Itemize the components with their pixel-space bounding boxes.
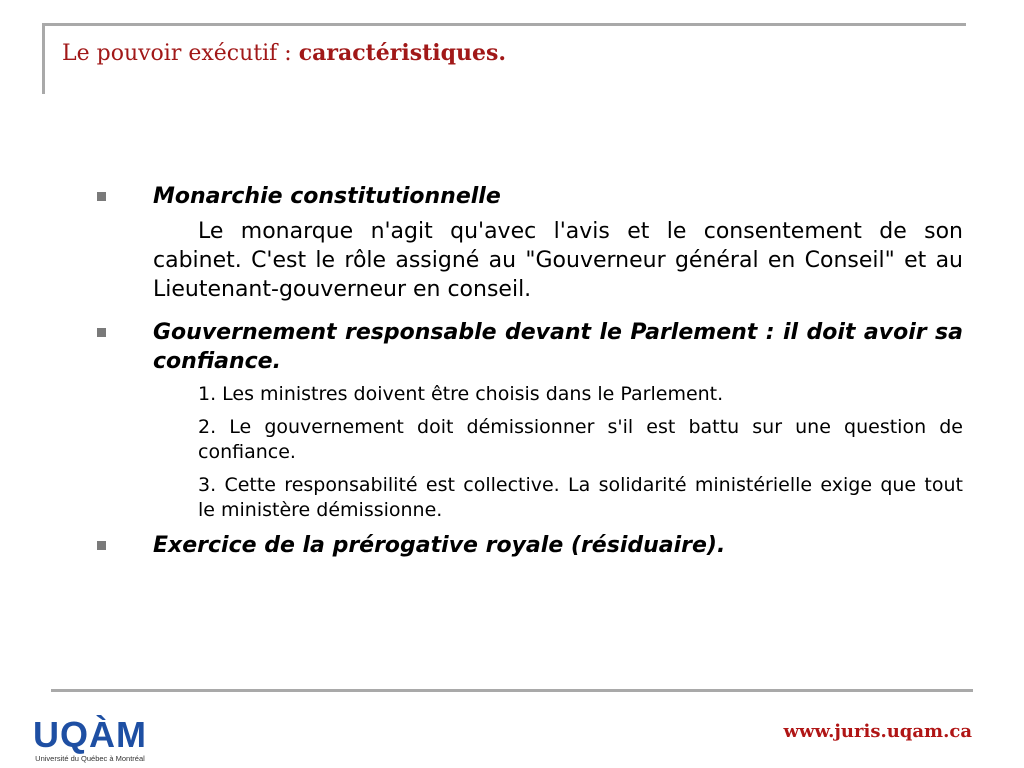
bullet-heading: Exercice de la prérogative royale (résiduaire).	[153, 533, 726, 558]
sub-item: 3. Cette responsabilité est collective. La solidarité ministérielle exige que tout le ministère démissionne.	[198, 474, 963, 521]
slide-title-bold: caractéristiques.	[298, 40, 507, 66]
slide-title-regular: Le pouvoir exécutif :	[62, 41, 299, 66]
bullet-item	[92, 531, 963, 560]
sub-item: 1. Les ministres doivent être choisis dans le Parlement.	[198, 383, 724, 405]
bullet-item	[92, 318, 963, 523]
bullet-square-icon	[97, 192, 106, 201]
header-rule-top	[42, 23, 966, 26]
slide-title	[62, 40, 506, 66]
bullet-square-icon	[97, 328, 106, 337]
sub-item: 2. Le gouvernement doit démissionner s'il est battu sur une question de confiance.	[198, 416, 963, 463]
bullet-paragraph: Le monarque n'agit qu'avec l'avis et le consentement de son cabinet. C'est le rôle assigné au "Gouverneur général en Conseil" et au Lieutenant-gouverneur en conseil.	[153, 219, 963, 302]
footer-rule	[51, 689, 973, 692]
bullet-heading: Monarchie constitutionnelle	[153, 184, 501, 209]
bullet-item	[92, 182, 963, 304]
header-rule-left	[42, 23, 45, 94]
uqam-logo-mark: UQÀM	[33, 714, 147, 755]
bullet-heading: Gouvernement responsable devant le Parlement : il doit avoir sa confiance.	[153, 320, 963, 374]
sub-item-list	[153, 382, 963, 523]
uqam-logo-caption: Université du Québec à Montréal	[35, 754, 145, 763]
slide-content	[92, 182, 963, 560]
uqam-logo	[28, 714, 152, 764]
footer-url-link[interactable]: www.juris.uqam.ca	[783, 721, 972, 742]
bullet-square-icon	[97, 541, 106, 550]
